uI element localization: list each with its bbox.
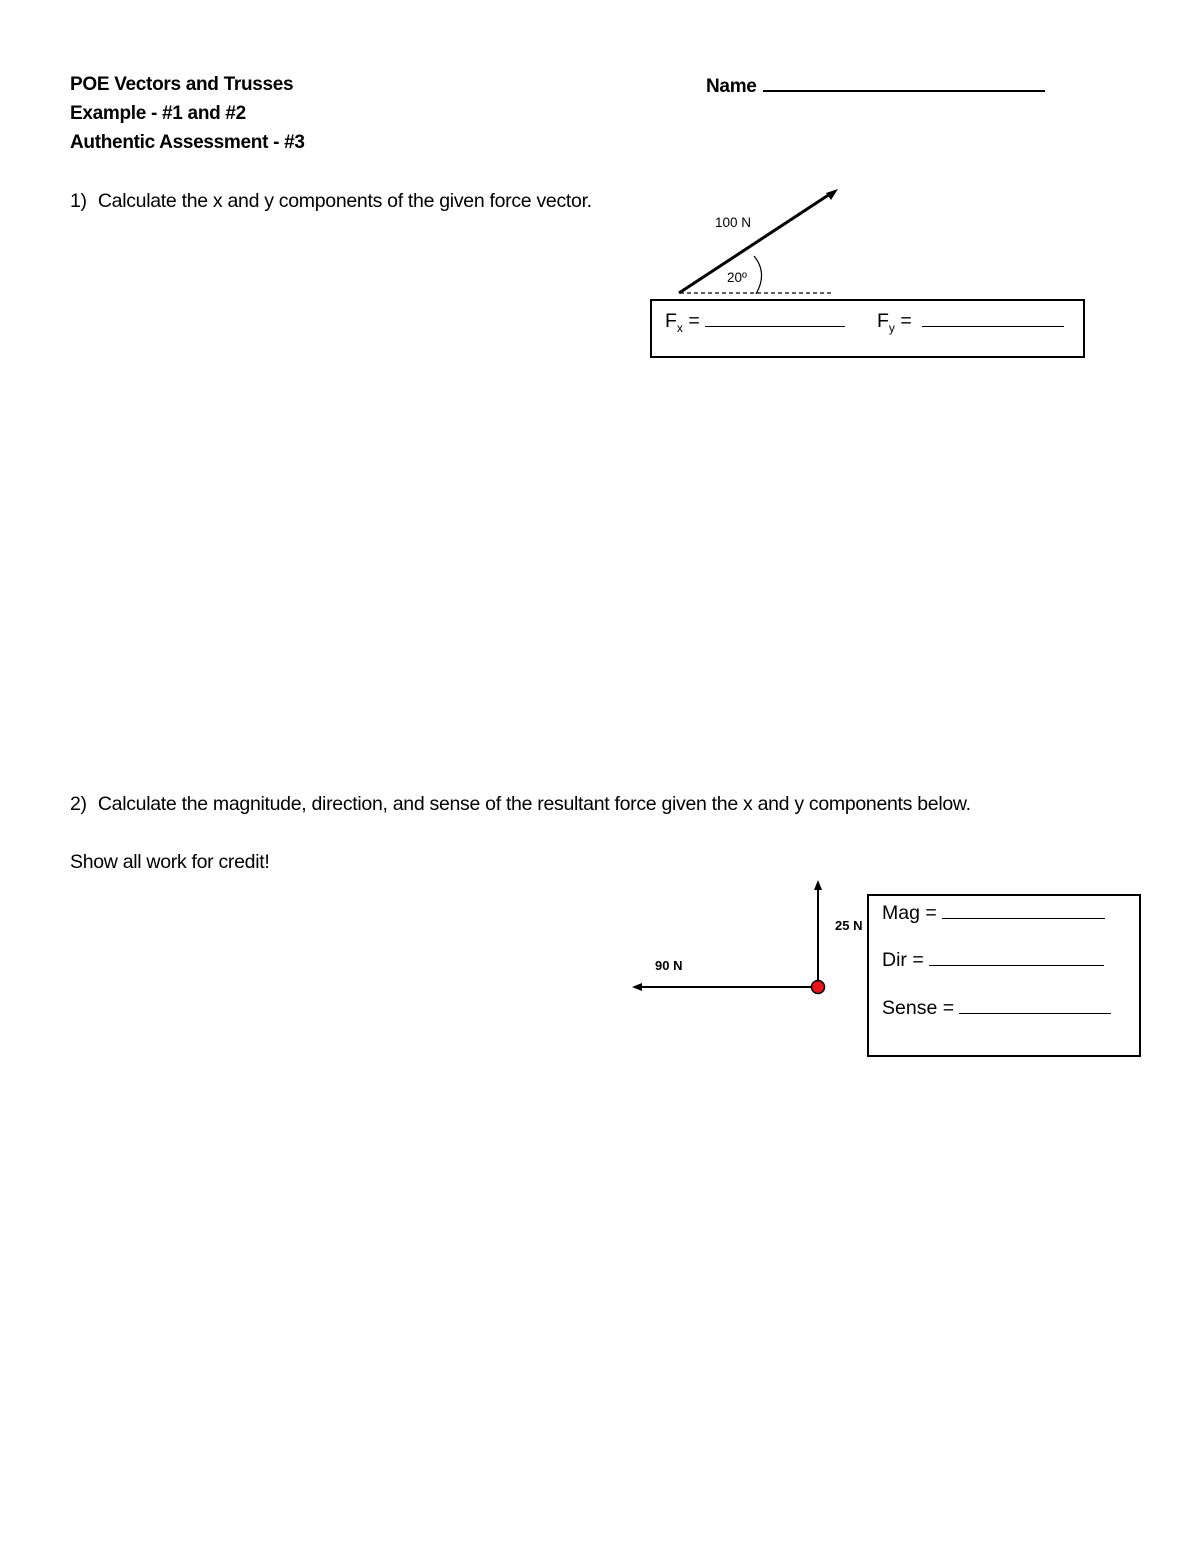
fy-label: F xyxy=(877,310,889,332)
fx-equals: = xyxy=(688,310,700,332)
fy-equals: = xyxy=(900,310,912,332)
direction-label: Dir = xyxy=(882,949,924,971)
worksheet-title: POE Vectors and Trusses xyxy=(70,74,294,95)
force-magnitude-label: 100 N xyxy=(715,215,752,230)
question-2-text: Calculate the magnitude, direction, and sense of the resultant force given the x and y components below. xyxy=(97,793,971,815)
fy-subscript: y xyxy=(888,320,895,335)
components-diagram xyxy=(632,880,862,994)
horizontal-component-arrowhead xyxy=(632,983,642,991)
direction-field[interactable] xyxy=(882,949,1104,972)
fx-label: F xyxy=(665,310,677,332)
origin-point xyxy=(812,981,825,994)
vertical-component-label: 25 N xyxy=(835,918,863,933)
direction-blank[interactable] xyxy=(929,949,1104,966)
sense-blank[interactable] xyxy=(959,997,1111,1014)
q1-answer-box xyxy=(650,299,1085,358)
fx-subscript: x xyxy=(676,320,683,335)
worksheet-assessment-line: Authentic Assessment - #3 xyxy=(70,132,305,153)
question-2 xyxy=(70,793,971,816)
sense-field[interactable] xyxy=(882,997,1111,1020)
force-vector-line xyxy=(679,194,830,293)
q2-answer-box xyxy=(867,894,1141,1057)
fx-field[interactable] xyxy=(665,310,845,335)
worksheet-subtitle: Example - #1 and #2 xyxy=(70,103,246,124)
name-label: Name xyxy=(706,76,757,97)
angle-label: 20º xyxy=(727,270,747,285)
fy-blank[interactable] xyxy=(922,310,1064,327)
fx-blank[interactable] xyxy=(705,310,845,327)
show-work-instruction: Show all work for credit! xyxy=(70,851,270,873)
question-1-number: 1) xyxy=(70,190,87,212)
force-vector-arrowhead xyxy=(826,189,838,200)
question-1-text: Calculate the x and y components of the given force vector. xyxy=(97,190,592,212)
question-2-number: 2) xyxy=(70,793,87,815)
angle-arc xyxy=(754,256,762,294)
vertical-component-arrowhead xyxy=(814,880,822,890)
force-vector-diagram xyxy=(679,189,838,294)
magnitude-label: Mag = xyxy=(882,902,937,924)
sense-label: Sense = xyxy=(882,997,955,1019)
magnitude-blank[interactable] xyxy=(942,902,1105,919)
fy-field[interactable] xyxy=(877,310,1064,335)
magnitude-field[interactable] xyxy=(882,902,1105,925)
horizontal-component-label: 90 N xyxy=(655,958,683,973)
